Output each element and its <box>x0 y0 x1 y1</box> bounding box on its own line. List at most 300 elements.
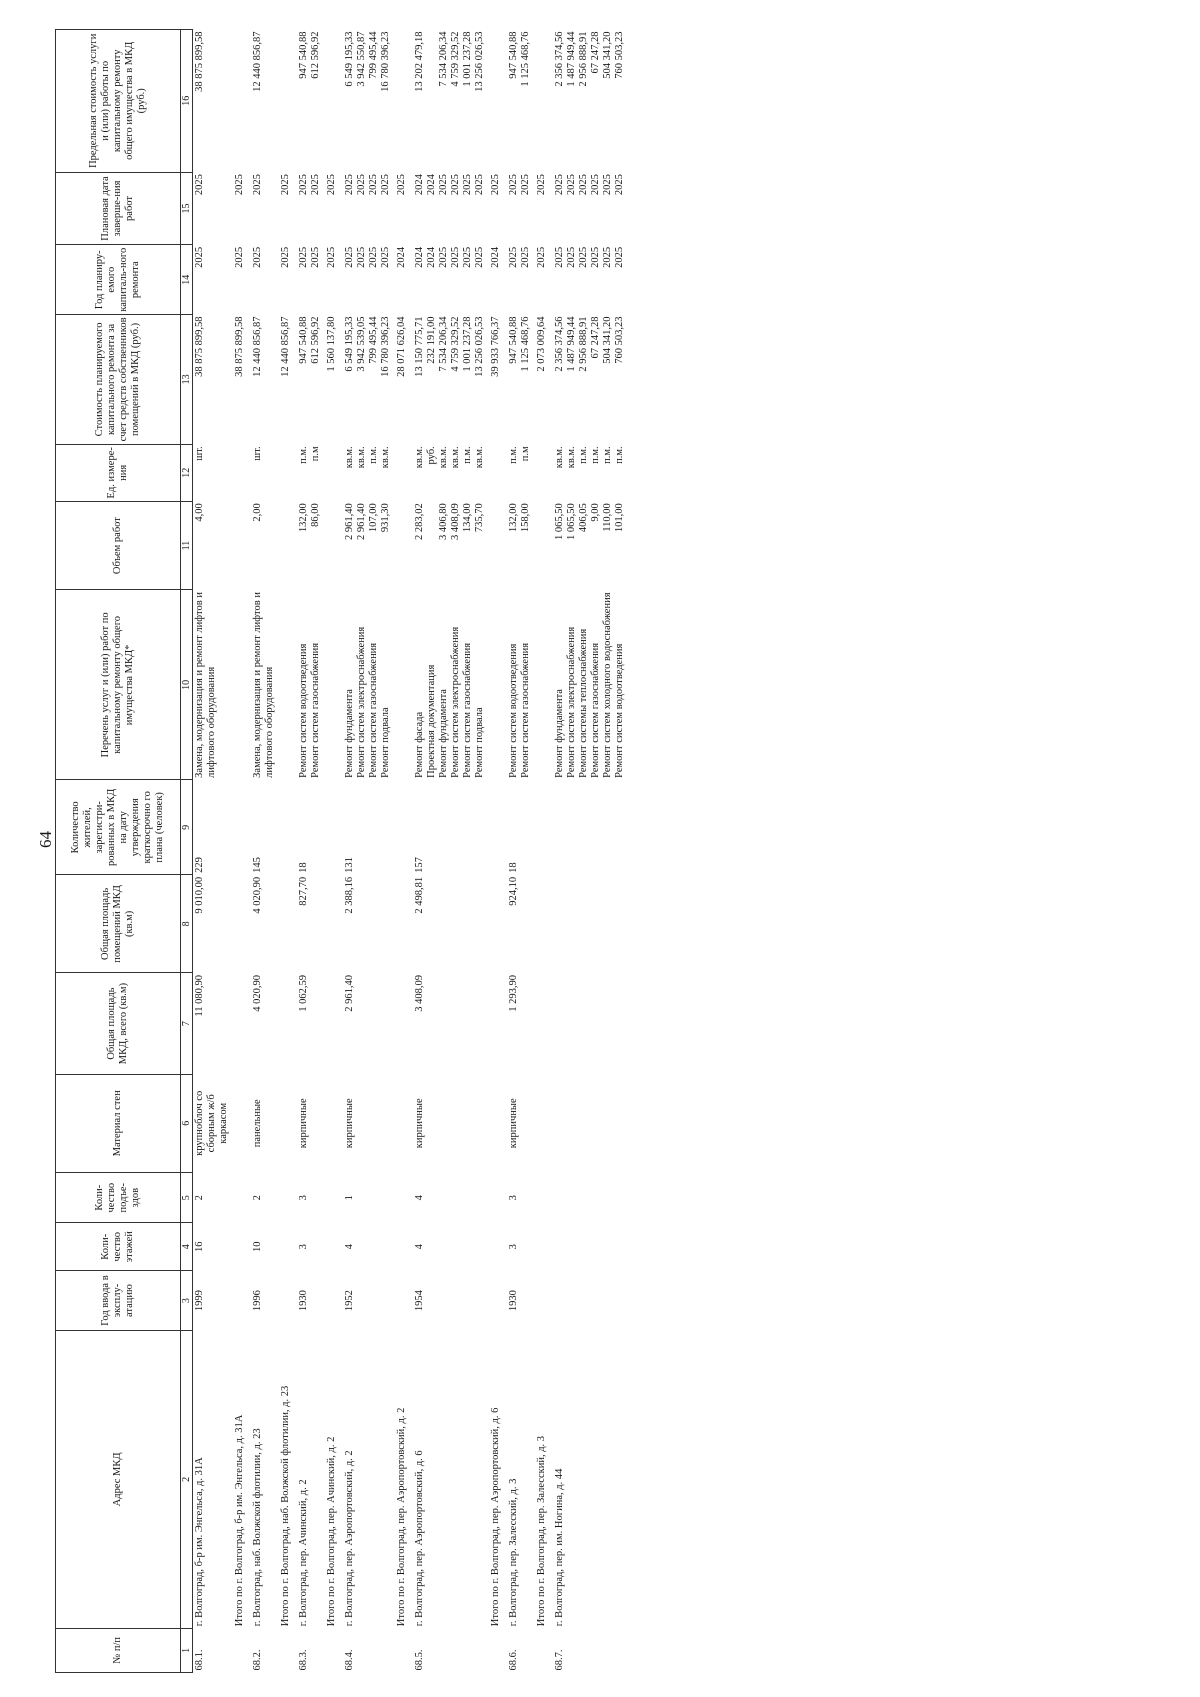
table-row <box>507 30 533 1673</box>
cell-wall-material: крупноблоч со сборным ж/б каркасом <box>194 1090 229 1156</box>
cell-total-area: 4 020,90 <box>252 974 263 1012</box>
cell-address: Итого по г. Волгоград, б-р им. Энгельса, д. 31А <box>234 1414 245 1627</box>
cell-plan-date-line: 2025 <box>508 174 519 196</box>
cell-works-line: Ремонт систем электроснабжения <box>450 626 461 778</box>
cell-plan-date <box>323 172 343 245</box>
cell-floors <box>277 1223 297 1270</box>
cell-unit <box>487 444 507 501</box>
column-number-row <box>181 30 193 1673</box>
cell-residents: 145 <box>252 857 263 873</box>
cell-max-cost-line: 1 001 237,28 <box>462 31 473 87</box>
cell-plan-year-line: 2024 <box>396 246 407 268</box>
cell-premises-area <box>231 875 251 973</box>
cell-cost-line: 4 759 329,52 <box>450 316 461 372</box>
cell-plan-date-line: 2025 <box>520 174 531 196</box>
cell-works <box>553 590 627 780</box>
cell-total-area <box>533 973 553 1074</box>
column-header-12: Ед. измере-ния <box>56 444 181 501</box>
cell-residents: 18 <box>298 862 309 873</box>
cell-max-cost-line: 504 341,20 <box>602 31 613 79</box>
cell-max-cost <box>343 30 393 173</box>
cell-volume-line: 2,00 <box>252 503 263 522</box>
cell-volume <box>507 501 533 590</box>
cell-volume <box>553 501 627 590</box>
cell-plan-year-line: 2024 <box>490 246 501 268</box>
cell-plan-date <box>487 172 507 245</box>
cell-unit-line: кв.м. <box>414 446 425 469</box>
cell-max-cost-line: 799 495,44 <box>368 31 379 79</box>
column-number-5: 5 <box>181 1172 193 1223</box>
cell-cost-line: 947 540,88 <box>298 316 309 364</box>
cell-volume-line: 735,70 <box>474 503 485 533</box>
cell-unit <box>533 444 553 501</box>
cell-residents: 131 <box>344 857 355 873</box>
cell-volume-line: 86,00 <box>310 503 321 527</box>
cell-premises-area <box>487 875 507 973</box>
cell-plan-date-line: 2025 <box>234 174 245 196</box>
cell-plan-date-line: 2024 <box>414 174 425 196</box>
cell-residents <box>487 780 507 875</box>
cell-unit-line <box>536 446 548 499</box>
cell-max-cost-line: 6 549 195,33 <box>344 31 355 87</box>
cell-plan-date <box>277 172 297 245</box>
cell-plan-year <box>193 245 232 315</box>
cell-max-cost <box>393 30 413 173</box>
cell-plan-year-line: 2025 <box>462 246 473 268</box>
cell-cost-line: 38 875 899,58 <box>194 316 205 377</box>
cell-unit-line <box>326 446 338 499</box>
cell-plan-date-line: 2025 <box>438 174 449 196</box>
cell-wall-material: кирпичные <box>508 1098 519 1149</box>
column-header-6: Материал стен <box>56 1074 181 1172</box>
cell-year: 1930 <box>298 1290 309 1312</box>
cell-number <box>533 1628 553 1672</box>
cell-floors <box>533 1223 553 1270</box>
cell-max-cost-line: 1 125 468,76 <box>520 31 531 87</box>
cell-number: 68.3. <box>298 1649 309 1671</box>
cell-total-area: 3 408,09 <box>414 974 425 1012</box>
cell-plan-year-line: 2024 <box>426 246 437 268</box>
cell-plan-year-line: 2025 <box>438 246 449 268</box>
cell-plan-date-line: 2025 <box>536 174 547 196</box>
cell-works-line: Ремонт фундамента <box>554 689 565 778</box>
cell-unit <box>413 444 487 501</box>
cell-number <box>487 1628 507 1672</box>
cell-premises-area <box>277 875 297 973</box>
cell-plan-date-line: 2024 <box>426 174 437 196</box>
cell-total-area <box>277 973 297 1074</box>
cell-plan-year-line: 2025 <box>234 246 245 268</box>
column-number-1: 1 <box>181 1628 193 1672</box>
cell-max-cost-line: 38 875 899,58 <box>194 31 205 92</box>
cell-max-cost <box>231 30 251 173</box>
cell-works <box>297 590 323 780</box>
header-row <box>56 30 181 1673</box>
cell-number: 68.7. <box>554 1649 565 1671</box>
cell-max-cost-line: 2 356 374,56 <box>554 31 565 87</box>
cell-year <box>231 1270 251 1330</box>
cell-address: г. Волгоград, пер. им. Ногина, д. 44 <box>554 1468 565 1627</box>
cell-wall-material <box>393 1074 413 1172</box>
cell-floors: 16 <box>194 1241 205 1252</box>
cell-total-area <box>231 973 251 1074</box>
cell-floors <box>487 1223 507 1270</box>
cell-cost <box>231 315 251 445</box>
cell-number: 68.5. <box>414 1649 425 1671</box>
cell-max-cost-line: 13 202 479,18 <box>414 31 425 92</box>
column-header-2: Адрес МКД <box>56 1331 181 1629</box>
cell-floors: 4 <box>414 1244 425 1250</box>
cell-premises-area <box>533 875 553 973</box>
table-row <box>343 30 393 1673</box>
cell-plan-year <box>323 245 343 315</box>
cell-plan-date <box>193 172 232 245</box>
cell-floors: 3 <box>508 1244 519 1250</box>
cell-cost-line: 232 191,00 <box>426 316 437 364</box>
cell-entrances <box>533 1172 553 1223</box>
column-number-9: 9 <box>181 780 193 875</box>
cell-works-line <box>326 592 338 778</box>
cell-works-line: Ремонт систем газоснабжения <box>590 642 601 778</box>
cell-works-line: Ремонт подвала <box>380 707 391 778</box>
cell-plan-year <box>343 245 393 315</box>
cell-max-cost-line <box>234 32 246 171</box>
cell-works <box>193 590 232 780</box>
cell-max-cost-line: 13 256 026,53 <box>474 31 485 92</box>
cell-plan-date-line: 2025 <box>578 174 589 196</box>
cell-max-cost-line: 612 596,92 <box>310 31 321 79</box>
cell-plan-date-line: 2025 <box>368 174 379 196</box>
cell-floors <box>231 1223 251 1270</box>
cell-plan-date-line: 2025 <box>344 174 355 196</box>
cell-volume <box>251 501 277 590</box>
cell-total-area <box>487 973 507 1074</box>
cell-unit-line: кв.м. <box>566 446 577 469</box>
cell-address: Итого по г. Волгоград, наб. Волжской флотилии, д. 23 <box>280 1385 291 1627</box>
table-row <box>413 30 487 1673</box>
cell-plan-date-line: 2025 <box>590 174 601 196</box>
cell-max-cost <box>507 30 533 173</box>
cell-total-area <box>393 973 413 1074</box>
cell-volume <box>343 501 393 590</box>
cell-volume-line: 132,00 <box>508 503 519 533</box>
cell-max-cost-line: 16 780 396,23 <box>380 31 391 92</box>
cell-cost-line: 7 534 206,34 <box>438 316 449 372</box>
cell-volume-line: 4,00 <box>194 503 205 522</box>
cell-works-line <box>396 592 408 778</box>
cell-plan-year-line: 2025 <box>578 246 589 268</box>
cell-max-cost <box>297 30 323 173</box>
cell-floors: 3 <box>298 1244 309 1250</box>
cell-premises-area: 9 010,00 <box>194 876 205 914</box>
cell-unit <box>251 444 277 501</box>
cell-plan-date <box>553 172 627 245</box>
cell-works <box>231 590 251 780</box>
column-number-12: 12 <box>181 444 193 501</box>
cell-unit <box>193 444 232 501</box>
cell-plan-date-line: 2025 <box>396 174 407 196</box>
cell-volume-line: 110,00 <box>602 503 613 532</box>
column-number-2: 2 <box>181 1331 193 1629</box>
cell-works <box>507 590 533 780</box>
cell-address: г. Волгоград, б-р им. Энгельса, д. 31А <box>194 1457 205 1627</box>
cell-plan-year-line: 2025 <box>554 246 565 268</box>
cell-residents <box>393 780 413 875</box>
cell-plan-year-line: 2025 <box>252 246 263 268</box>
cell-residents: 157 <box>414 857 425 873</box>
cell-cost-line: 13 150 775,71 <box>414 316 425 377</box>
cell-plan-date-line: 2025 <box>280 174 291 196</box>
cell-entrances <box>487 1172 507 1223</box>
cell-cost <box>533 315 553 445</box>
cell-address: Итого по г. Волгоград, пер. Аэропортовский, д. 6 <box>490 1407 501 1627</box>
cell-cost-line: 28 071 626,04 <box>396 316 407 377</box>
cell-year <box>533 1270 553 1330</box>
cell-max-cost-line: 7 534 206,34 <box>438 31 449 87</box>
cell-cost-line: 13 256 026,53 <box>474 316 485 377</box>
cell-address: г. Волгоград, пер. Залесский, д. 3 <box>508 1478 519 1627</box>
cell-plan-date-line: 2025 <box>252 174 263 196</box>
cell-plan-date-line: 2025 <box>310 174 321 196</box>
cell-plan-date <box>507 172 533 245</box>
cell-works <box>323 590 343 780</box>
cell-plan-year-line: 2025 <box>368 246 379 268</box>
table-row <box>553 30 627 1673</box>
cell-address: Итого по г. Волгоград, пер. Залесский, д. 3 <box>536 1435 547 1627</box>
cell-plan-year <box>487 245 507 315</box>
cell-works-line: Ремонт систем водоотведения <box>508 643 519 778</box>
cell-max-cost <box>533 30 553 173</box>
cell-unit-line: п.м. <box>578 446 589 464</box>
cell-residents <box>277 780 297 875</box>
cell-unit-line: п.м. <box>368 446 379 464</box>
cell-volume-line: 101,00 <box>614 503 625 533</box>
column-header-13: Стоимость планируемого капитального ремонта за счет средств собственников помещений в МКД (руб.) <box>56 315 181 445</box>
cell-plan-year <box>277 245 297 315</box>
cell-premises-area: 2 498,81 <box>414 876 425 914</box>
cell-volume-line: 9,00 <box>590 503 601 522</box>
cell-entrances <box>231 1172 251 1223</box>
column-header-4: Коли-чество этажей <box>56 1223 181 1270</box>
cell-max-cost <box>277 30 297 173</box>
cell-plan-year-line: 2025 <box>566 246 577 268</box>
cell-cost <box>297 315 323 445</box>
cell-total-area <box>553 973 627 1074</box>
cell-cost-line: 6 549 195,33 <box>344 316 355 372</box>
cell-works <box>533 590 553 780</box>
column-header-8: Общая площадь помещений МКД (кв.м) <box>56 875 181 973</box>
cell-premises-area: 2 388,16 <box>344 876 355 914</box>
cell-plan-year-line: 2025 <box>380 246 391 268</box>
cell-plan-year-line: 2025 <box>298 246 309 268</box>
column-header-14: Год планиру-емого капиталь-ного ремонта <box>56 245 181 315</box>
cell-unit-line: п.м. <box>462 446 473 464</box>
cell-cost <box>343 315 393 445</box>
cell-plan-year-line: 2025 <box>344 246 355 268</box>
cell-cost <box>553 315 627 445</box>
cell-works <box>343 590 393 780</box>
cell-plan-year-line: 2025 <box>520 246 531 268</box>
cell-plan-year-line: 2025 <box>536 246 547 268</box>
cell-volume <box>277 501 297 590</box>
cell-works-line: Замена, модернизация и ремонт лифтов и лифтового оборудования <box>194 592 217 778</box>
cell-plan-year <box>251 245 277 315</box>
cell-cost-line: 1 560 137,80 <box>326 316 337 372</box>
cell-works-line <box>234 592 246 778</box>
cell-cost-line: 1 125 468,76 <box>520 316 531 372</box>
cell-volume-line <box>234 503 246 588</box>
cell-volume <box>231 501 251 590</box>
cell-unit-line <box>280 446 292 499</box>
cell-plan-year-line: 2025 <box>602 246 613 268</box>
cell-unit-line: п.м <box>310 446 321 462</box>
page-number: 64 <box>36 831 55 848</box>
cell-entrances: 3 <box>298 1195 309 1201</box>
column-number-11: 11 <box>181 501 193 590</box>
cell-max-cost-line: 67 247,28 <box>590 31 601 74</box>
cell-works-line: Ремонт систем холодного водоснабжения <box>602 592 613 778</box>
cell-max-cost <box>413 30 487 173</box>
cell-unit <box>507 444 533 501</box>
cell-year <box>487 1270 507 1330</box>
total-row <box>231 30 251 1673</box>
cell-max-cost <box>487 30 507 173</box>
column-header-11: Объем работ <box>56 501 181 590</box>
cell-cost <box>413 315 487 445</box>
cell-year: 1930 <box>508 1290 519 1312</box>
cell-wall-material: панельные <box>252 1099 263 1148</box>
cell-works <box>251 590 277 780</box>
cell-works-line: Ремонт систем электроснабжения <box>356 626 367 778</box>
cell-cost-line: 38 875 899,58 <box>234 316 245 377</box>
cell-residents: 229 <box>194 857 205 873</box>
cell-volume-line: 931,30 <box>380 503 391 533</box>
cell-unit-line: п.м. <box>298 446 309 464</box>
cell-works-line <box>280 592 292 778</box>
total-row <box>323 30 343 1673</box>
cell-plan-date-line: 2025 <box>326 174 337 196</box>
cell-number <box>323 1628 343 1672</box>
column-number-16: 16 <box>181 30 193 173</box>
cell-volume-line: 132,00 <box>298 503 309 533</box>
cell-address: г. Волгоград, наб. Волжской флотилии, д. 23 <box>252 1428 263 1627</box>
cell-cost-line: 67 247,28 <box>590 316 601 359</box>
cell-cost-line: 760 503,23 <box>614 316 625 364</box>
cell-cost-line: 1 487 949,44 <box>566 316 577 372</box>
cell-cost-line: 947 540,88 <box>508 316 519 364</box>
cell-wall-material: кирпичные <box>344 1098 355 1149</box>
column-number-7: 7 <box>181 973 193 1074</box>
cell-max-cost-line <box>490 32 502 171</box>
cell-works-line: Ремонт систем газоснабжения <box>368 642 379 778</box>
cell-plan-date-line: 2025 <box>380 174 391 196</box>
cell-address: г. Волгоград, пер. Аэропортовский, д. 2 <box>344 1450 355 1627</box>
column-header-16: Предельная стоимость услуги и (или) работы по капитальному ремонту общего имущества в МКД (руб.) <box>56 30 181 173</box>
cell-works <box>413 590 487 780</box>
cell-max-cost <box>323 30 343 173</box>
cell-cost-line: 1 001 237,28 <box>462 316 473 372</box>
cell-cost <box>277 315 297 445</box>
cell-plan-date-line: 2025 <box>298 174 309 196</box>
cell-volume-line <box>426 503 438 588</box>
cell-volume-line: 3 408,09 <box>450 503 461 541</box>
cell-plan-year-line: 2025 <box>590 246 601 268</box>
cell-unit-line <box>234 446 246 499</box>
cell-entrances <box>553 1172 627 1223</box>
cell-unit-line <box>396 446 408 499</box>
cell-max-cost-line: 12 440 856,87 <box>252 31 263 92</box>
cell-number <box>393 1628 413 1672</box>
column-number-10: 10 <box>181 590 193 780</box>
cell-volume-line <box>536 503 548 588</box>
total-row <box>533 30 553 1673</box>
cell-cost-line: 16 780 396,23 <box>380 316 391 377</box>
cell-plan-year <box>393 245 413 315</box>
cell-total-area: 2 961,40 <box>344 974 355 1012</box>
cell-wall-material <box>277 1074 297 1172</box>
table-row <box>193 30 232 1673</box>
cell-plan-year <box>553 245 627 315</box>
cell-cost <box>507 315 533 445</box>
cell-max-cost-line <box>396 32 408 171</box>
cell-address: г. Волгоград, пер. Ачинский, д. 2 <box>298 1479 309 1627</box>
column-number-15: 15 <box>181 172 193 245</box>
cell-entrances: 2 <box>194 1195 205 1201</box>
column-header-7: Общая площадь МКД, всего (кв.м) <box>56 973 181 1074</box>
cell-plan-date-line: 2025 <box>554 174 565 196</box>
cell-cost-line: 612 596,92 <box>310 316 321 364</box>
cell-max-cost <box>251 30 277 173</box>
cell-number: 68.1. <box>194 1649 205 1671</box>
cell-plan-year-line: 2025 <box>356 246 367 268</box>
cell-cost <box>487 315 507 445</box>
cell-plan-date <box>413 172 487 245</box>
cell-cost-line: 2 073 009,64 <box>536 316 547 372</box>
column-header-15: Плановая дата заверше-ния работ <box>56 172 181 245</box>
column-header-1: № п/п <box>56 1628 181 1672</box>
cell-works <box>277 590 297 780</box>
cell-number <box>231 1628 251 1672</box>
cell-plan-date <box>343 172 393 245</box>
cell-works-line: Ремонт систем газоснабжения <box>310 642 321 778</box>
cell-premises-area <box>393 875 413 973</box>
cell-works-line: Замена, модернизация и ремонт лифтов и лифтового оборудования <box>252 592 275 778</box>
cell-plan-year-line: 2025 <box>450 246 461 268</box>
cell-cost-line: 12 440 856,87 <box>252 316 263 377</box>
cell-works-line: Ремонт систем электроснабжения <box>566 626 577 778</box>
cell-unit-line: п.м <box>520 446 531 462</box>
cell-plan-year-line: 2025 <box>508 246 519 268</box>
cell-floors: 10 <box>252 1241 263 1252</box>
repair-plan-table <box>55 29 627 1673</box>
cell-wall-material: кирпичные <box>298 1098 309 1149</box>
cell-year: 1952 <box>344 1290 355 1312</box>
cell-max-cost-line: 3 942 550,87 <box>356 31 367 87</box>
cell-works-line: Проектная документация <box>426 664 437 778</box>
cell-year: 1954 <box>414 1290 425 1312</box>
cell-volume <box>193 501 232 590</box>
total-row <box>393 30 413 1673</box>
cell-volume-line: 107,00 <box>368 503 379 533</box>
cell-unit <box>553 444 627 501</box>
cell-residents: 18 <box>508 862 519 873</box>
cell-premises-area <box>553 875 627 973</box>
repair-plan-sheet <box>55 29 1175 1673</box>
column-number-8: 8 <box>181 875 193 973</box>
cell-plan-year-line: 2025 <box>614 246 625 268</box>
cell-plan-date-line: 2025 <box>474 174 485 196</box>
cell-cost <box>393 315 413 445</box>
